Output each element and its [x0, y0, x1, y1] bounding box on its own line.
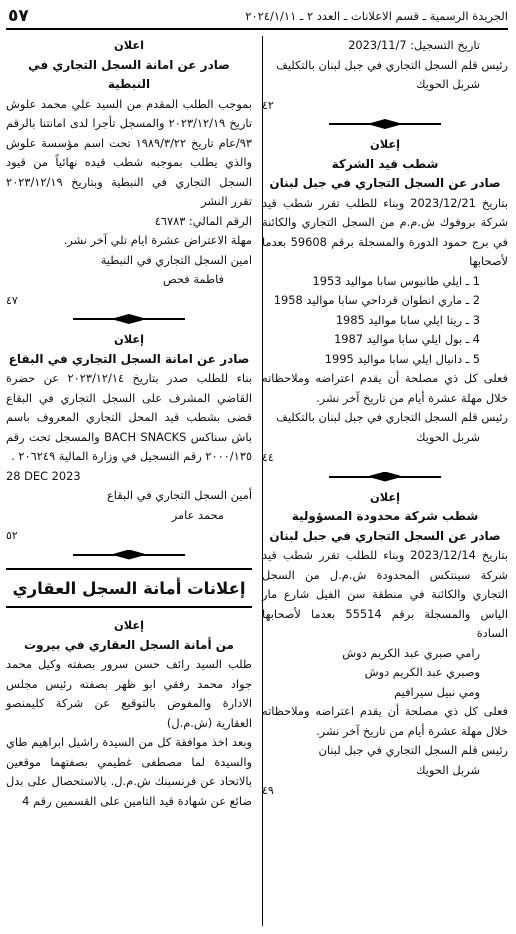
notice-number: ٤٩ [262, 784, 274, 797]
separator-ornament [6, 312, 252, 326]
notice-body: بموجب الطلب المقدم من السيد علي محمد علوش تاريخ ٢٠٢٣/١٢/١٩ والمسجل تأجرا لدى امانتنا بالرقم ٩٣/عام تاريخ ١٩٨٩/٣/٢٢ تحت اسم مؤسسة علوش والذي يطلب بموجبه شطب قيده نهائياً من قيود السجل التجاري في النبطية وبتاريخ ٢٠٢٣/١٢/١٩ تقرر النشر [6, 96, 252, 208]
notice-issuer: صادر عن السجل التجاري في جبل لبنان [269, 528, 501, 543]
notice-number: ٤٤ [262, 451, 274, 464]
separator-ornament [6, 548, 252, 562]
notice-issuer: من أمانة السجل العقاري في بيروت [24, 637, 234, 652]
notice-issuer: صادر عن السجل التجاري في جبل لبنان [269, 176, 501, 190]
notice-52 [6, 330, 252, 562]
objection-text: مهلة الاعتراض عشرة ايام تلي آخر نشر. [63, 233, 252, 247]
notice-heading: إعلان [369, 137, 401, 151]
owner-item: ومي نبيل سيرافيم [394, 684, 480, 699]
signer-name: شربل الحويك [416, 762, 480, 777]
signer-title: رئيس قلم السجل التجاري في جبل لبنان [318, 743, 508, 757]
notice-body: بتاريخ 2023/12/21 وبناء للطلب تقرر شطب قيد شركة بروفوك ش.م.م من السجل التجاري والكائنة في برج حمود الدورة والمسجلة برقم 59608 بعدما لأصحابها [262, 195, 509, 268]
right-column [262, 36, 508, 926]
notice-heading: إعلان [113, 618, 145, 632]
notice-44 [262, 488, 508, 801]
signer-title: رئيس قلم السجل التجاري في جبل لبنان بالتكليف [276, 57, 508, 72]
page-header [6, 6, 508, 30]
notice-body: بناء للطلب صدر بتاريخ ٢٠٢٣/١٢/١٤ عن حضرة القاضي المشرف على السجل التجاري في البقاع قضى بشطب قيد المحل التجاري المعروف باسم باش سناكس BACH SNACKS والمسجل تحت رقم ٢٠٠٠/١٣٥ رقم التسجيل في وزارة المالية ٢٠٦٢٤٩ . [6, 371, 252, 463]
notice-heading: إعلان [369, 489, 401, 504]
notice-real-estate [6, 616, 252, 811]
signer-name: فاطمة فحص [162, 272, 224, 286]
owners-list [262, 272, 508, 370]
page-number: ٥٧ [8, 6, 29, 26]
financial-number: الرقم المالي: ٤٦٧٨٣ [154, 213, 252, 228]
stamp-date: 28 DEC 2023 [6, 468, 81, 483]
separator-ornament [262, 470, 508, 484]
owner-item: 4 ـ بول ايلي سابا مواليد 1987 [334, 332, 480, 346]
notice-number: ٤٢ [262, 98, 274, 112]
owner-item: رامي صبري عبد الكريم دوش [342, 645, 480, 660]
signer-name: شربل الحويك [416, 429, 480, 444]
signer-name: محمد عامر [171, 507, 224, 522]
notice-issuer: صادر عن امانة السجل التجاري في البقاع [8, 351, 250, 366]
notice-subject: شطب قيد الشركة [331, 156, 439, 171]
section-title: إعلانات أمانة السجل العقاري [6, 568, 252, 609]
signer-title: رئيس قلم السجل التجاري في جبل لبنان بالتكليف [276, 410, 508, 424]
objection-text: فعلى كل ذي مصلحة أن يقدم اعتراضه وملاحظاته خلال مهلة عشرة أيام من تاريخ آخر نشر. [262, 371, 508, 405]
owner-item: وصبري عبد الكريم دوش [364, 665, 480, 679]
notice-heading: اعلان [113, 38, 145, 52]
owners-list [262, 644, 508, 703]
notice-body: بتاريخ 2023/12/14 وبناء للطلب تقرر شطب قيد شركة سينتكس المحدودة ش.م.ل من السجل التجاري والكائنة في منطقة سن الفيل شارع مار الياس والمسجلة برقم 55514 بعدما لأصحابها السادة [262, 548, 508, 640]
notice-47 [6, 36, 252, 326]
owner-item: 1 ـ ايلي طانيوس سابا مواليد 1953 [312, 273, 480, 288]
signer-name: شربل الحويك [416, 77, 480, 91]
notice-body: طلب السيد رائف حسن سرور بصفته وكيل محمد جواد محمد رفقي ابو ظهر بصفته رئيس مجلس الادارة والمفوض بالتوقيع عن شركة كليمنصو العقارية (ش.م.ل) [6, 657, 252, 730]
owner-item: 2 ـ ماري انطوان قرداحي سابا مواليد 1958 [273, 293, 480, 307]
separator-ornament [262, 117, 508, 131]
owner-item: 3 ـ ريتا ايلي سابا مواليد 1985 [335, 312, 480, 327]
notice-41-tail [262, 36, 508, 131]
signer-title: امين السجل التجاري في النبطية [100, 252, 252, 267]
notice-heading: إعلان [113, 332, 145, 346]
notice-body-continued: وبعد اخذ موافقة كل من السيدة راشيل ابراهيم طاي والسيدة لما مصطفى غطيمي بصفتهما موقعين بالاتحاد عن فرنسبنك ش.م.ل. بالاستحصال على بدل ضائع عن شهادة قيد التامين على القسمين رقم 4 [6, 735, 252, 808]
gazette-title: الجريدة الرسمية ـ قسم الاعلانات ـ العدد ٢ ـ ٢٠٢٤/١/١١ [245, 9, 508, 23]
owner-item: 5 ـ دانيال ايلي سابا مواليد 1995 [324, 351, 480, 366]
notice-number: ٥٢ [6, 529, 18, 542]
notice-issuer: صادر عن امانة السجل التجاري في النبطية [28, 57, 230, 91]
notice-subject: شطب شركة محدودة المسؤولية [291, 509, 479, 523]
left-column [6, 36, 252, 926]
objection-text: فعلى كل ذي مصلحة أن يقدم اعتراضه وملاحظاته خلال مهلة عشرة أيام من تاريخ آخر نشر. [262, 704, 508, 738]
notice-42 [262, 135, 508, 484]
notice-number: ٤٧ [6, 293, 18, 307]
signer-title: أمين السجل التجاري في البقاع [107, 488, 252, 502]
registration-date: تاريخ التسجيل: 2023/11/7 [348, 38, 480, 52]
